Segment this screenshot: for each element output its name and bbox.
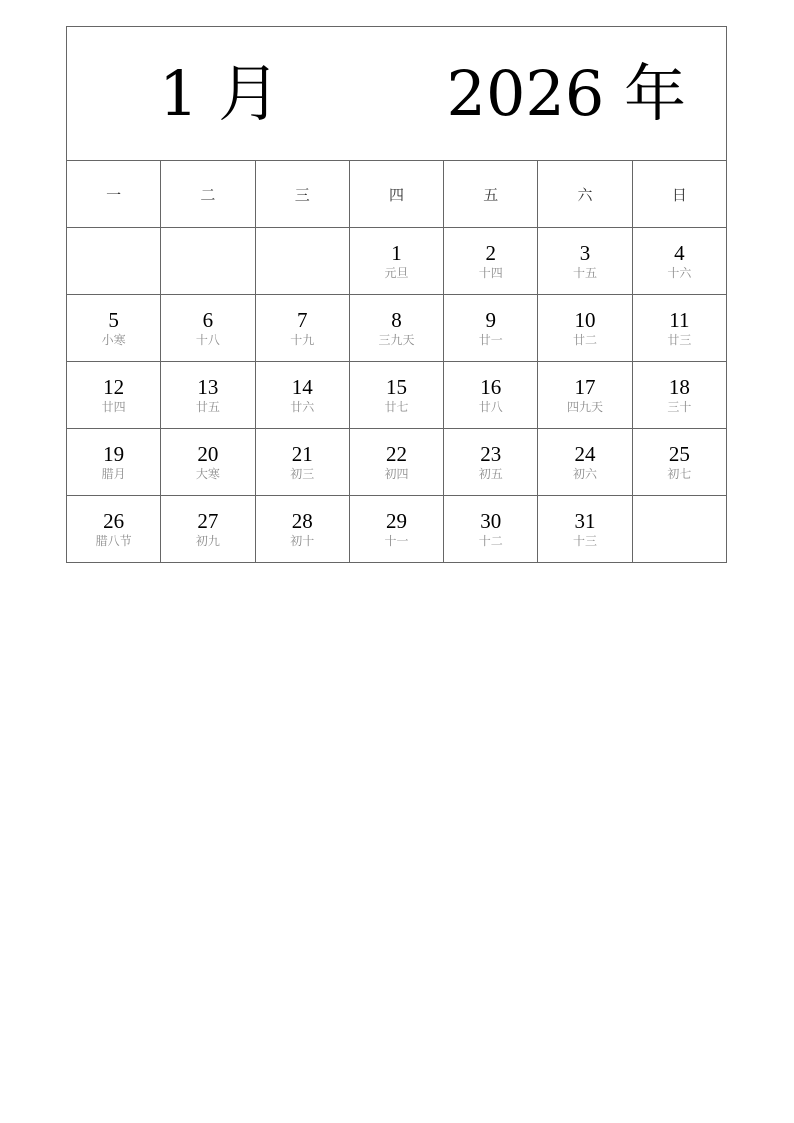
day-cell: [349, 496, 443, 563]
day-number: 2: [485, 241, 497, 265]
weekday-thu: 四: [349, 161, 443, 228]
day-cell: [632, 429, 726, 496]
lunar-date: 初七: [667, 467, 692, 481]
day-cell: [349, 228, 443, 295]
lunar-date: 廿二: [573, 333, 598, 347]
day-cell: [255, 295, 349, 362]
day-number: 6: [202, 308, 214, 332]
lunar-date: 腊月: [101, 467, 126, 481]
weekday-wed: 三: [255, 161, 349, 228]
lunar-date: 十五: [573, 266, 598, 280]
week-row: [67, 429, 727, 496]
day-number: 24: [574, 442, 596, 466]
day-number: 8: [391, 308, 402, 332]
lunar-date: 廿四: [101, 400, 126, 414]
week-row: [67, 496, 727, 563]
day-cell: [349, 362, 443, 429]
day-number: 29: [385, 509, 407, 533]
day-cell: [255, 362, 349, 429]
lunar-date: 廿三: [667, 333, 692, 347]
day-cell: [632, 295, 726, 362]
day-number: 15: [385, 375, 407, 399]
lunar-date: 小寒: [101, 333, 126, 347]
month-label: 1 月: [159, 57, 281, 130]
day-number: 23: [480, 442, 502, 466]
day-number: 21: [291, 442, 313, 466]
weekday-mon: 一: [67, 161, 161, 228]
day-cell: [444, 362, 538, 429]
day-cell: [67, 295, 161, 362]
lunar-date: 腊八节: [95, 534, 132, 548]
weekday-fri: 五: [444, 161, 538, 228]
day-cell: [444, 429, 538, 496]
day-number: 30: [480, 509, 502, 533]
lunar-date: 廿七: [384, 400, 409, 414]
lunar-date: 三九天: [378, 333, 415, 347]
day-number: 1: [391, 241, 402, 265]
lunar-date: 三十: [667, 400, 692, 414]
day-cell: [161, 295, 255, 362]
day-number: 11: [669, 308, 690, 332]
lunar-date: 廿六: [290, 400, 315, 414]
week-row: [67, 295, 727, 362]
day-cell: [255, 429, 349, 496]
day-number: 4: [674, 241, 685, 265]
weekday-row: [67, 161, 727, 228]
lunar-date: 十三: [573, 534, 598, 548]
day-number: 17: [574, 375, 596, 399]
lunar-date: 初九: [195, 534, 220, 548]
lunar-date: 十八: [195, 333, 220, 347]
weekday-tue: 二: [161, 161, 255, 228]
lunar-date: 初三: [290, 467, 315, 481]
day-number: 28: [291, 509, 313, 533]
day-cell: [161, 362, 255, 429]
week-row: [67, 228, 727, 295]
day-cell: [349, 295, 443, 362]
weekday-sun: 日: [632, 161, 726, 228]
lunar-date: 元旦: [384, 266, 409, 280]
empty-day-cell: [161, 228, 255, 295]
day-cell: [538, 429, 632, 496]
day-cell: [538, 362, 632, 429]
day-number: 10: [574, 308, 596, 332]
day-number: 7: [296, 308, 308, 332]
lunar-date: 十九: [290, 333, 315, 347]
day-cell: [67, 429, 161, 496]
day-cell: [632, 228, 726, 295]
empty-day-cell: [255, 228, 349, 295]
calendar-weeks: [67, 228, 727, 563]
day-number: 12: [103, 375, 125, 399]
day-number: 31: [574, 509, 596, 533]
day-number: 14: [291, 375, 313, 399]
day-number: 26: [103, 509, 125, 533]
day-cell: [538, 295, 632, 362]
week-row: [67, 362, 727, 429]
lunar-date: 廿一: [478, 333, 503, 347]
day-number: 22: [385, 442, 407, 466]
day-cell: [538, 228, 632, 295]
lunar-date: 初六: [573, 467, 598, 481]
empty-day-cell: [67, 228, 161, 295]
lunar-date: 廿五: [195, 400, 220, 414]
month-calendar: [66, 26, 727, 563]
day-number: 18: [668, 375, 690, 399]
lunar-date: 十四: [478, 266, 503, 280]
day-number: 5: [108, 308, 119, 332]
day-number: 3: [579, 241, 591, 265]
day-cell: [67, 496, 161, 563]
calendar-header-row: [67, 27, 727, 161]
day-cell: [161, 496, 255, 563]
day-cell: [161, 429, 255, 496]
day-number: 16: [480, 375, 502, 399]
year-label: 2026 年: [446, 57, 686, 130]
lunar-date: 大寒: [195, 467, 220, 481]
day-cell: [632, 362, 726, 429]
day-cell: [444, 228, 538, 295]
day-number: 19: [103, 442, 125, 466]
day-number: 20: [197, 442, 219, 466]
lunar-date: 十一: [384, 534, 409, 548]
day-number: 27: [197, 509, 219, 533]
lunar-date: 廿八: [478, 400, 503, 414]
lunar-date: 十二: [478, 534, 503, 548]
lunar-date: 初五: [478, 467, 503, 481]
day-number: 25: [668, 442, 690, 466]
day-number: 13: [197, 375, 219, 399]
weekday-sat: 六: [538, 161, 632, 228]
day-cell: [349, 429, 443, 496]
day-cell: [444, 496, 538, 563]
day-cell: [444, 295, 538, 362]
lunar-date: 初四: [384, 467, 409, 481]
lunar-date: 十六: [667, 266, 692, 280]
day-cell: [538, 496, 632, 563]
empty-day-cell: [632, 496, 726, 563]
day-cell: [67, 362, 161, 429]
day-cell: [255, 496, 349, 563]
calendar-title: [67, 27, 727, 161]
day-number: 9: [485, 308, 497, 332]
lunar-date: 四九天: [567, 400, 604, 414]
lunar-date: 初十: [290, 534, 315, 548]
